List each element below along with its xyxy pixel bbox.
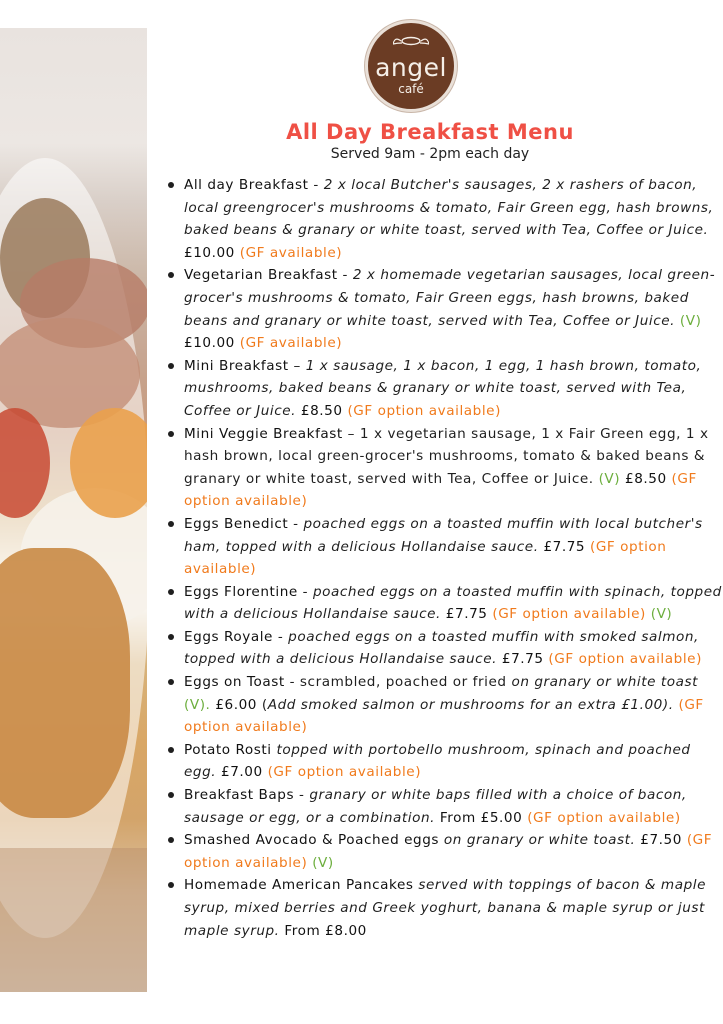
item-name: Eggs Benedict bbox=[184, 515, 289, 532]
item-name: All day Breakfast bbox=[184, 177, 309, 193]
menu-item bbox=[184, 784, 723, 829]
gluten-free-tag: (GF option available) bbox=[184, 538, 667, 578]
angel-cafe-logo bbox=[365, 20, 457, 112]
item-name: Vegetarian Breakfast bbox=[184, 267, 338, 284]
vegetarian-tag: (V) bbox=[312, 854, 334, 871]
item-description: poached eggs on a toasted muffin with spinach, topped with a delicious Hollandaise sauce. bbox=[184, 583, 722, 623]
item-name: Eggs Royale bbox=[184, 628, 273, 645]
gluten-free-tag: (GF option available) bbox=[548, 651, 702, 668]
gluten-free-tag: (GF option available) bbox=[267, 764, 422, 781]
item-price: £8.50 bbox=[625, 470, 667, 487]
item-description: on granary or white toast. bbox=[443, 832, 636, 849]
item-text: scrambled, poached or fried bbox=[299, 674, 507, 691]
item-description: 2 x homemade vegetarian sausages, local green-grocer's mushrooms & tomato, Fair Green eggs, hash browns, baked beans and granary or white toast, served with Tea, Coffee or Juice. bbox=[184, 267, 716, 329]
item-description: 1 x sausage, 1 x bacon, 1 egg, 1 hash brown, tomato, mushrooms, baked beans & granary or white toast, served with Tea, Coffee or Juice. bbox=[184, 357, 702, 419]
gluten-free-tag: (GF option available) bbox=[184, 832, 713, 871]
gluten-free-tag: (GF available) bbox=[239, 335, 343, 352]
gluten-free-tag: (GF available) bbox=[239, 244, 343, 261]
vegetarian-tag: (V) bbox=[650, 606, 673, 623]
gluten-free-tag: (GF option available) bbox=[184, 696, 704, 736]
item-description: served with toppings of bacon & maple syrup, mixed berries and Greek yoghurt, banana & maple syrup or just maple syrup. bbox=[184, 877, 706, 939]
vegetarian-tag: (V) bbox=[679, 312, 702, 329]
menu-item bbox=[184, 581, 723, 626]
item-separator: - bbox=[294, 787, 310, 804]
item-description: poached eggs on a toasted muffin with local butcher's ham, topped with a delicious Hollandaise sauce. bbox=[184, 515, 703, 555]
item-price: From £8.00 bbox=[284, 922, 367, 939]
menu-item bbox=[184, 671, 723, 739]
item-text: ( bbox=[261, 696, 268, 713]
item-description: poached eggs on a toasted muffin with smoked salmon, topped with a delicious Hollandaise sauce. bbox=[184, 628, 699, 668]
vegetarian-tag: (V). bbox=[184, 696, 211, 713]
item-separator: - bbox=[272, 628, 289, 645]
menu-subtitle: Served 9am - 2pm each day bbox=[330, 146, 530, 162]
item-price: From £5.00 bbox=[439, 809, 523, 826]
item-price: £6.00 bbox=[215, 696, 257, 713]
gluten-free-tag: (GF option available) bbox=[527, 809, 681, 826]
menu-item bbox=[184, 829, 723, 874]
item-name: Breakfast Baps bbox=[184, 787, 295, 804]
item-separator: – bbox=[288, 357, 306, 374]
item-description: Add smoked salmon or mushrooms for an extra £1.00). bbox=[267, 696, 674, 713]
item-name: Potato Rosti bbox=[184, 741, 272, 758]
menu-item bbox=[184, 739, 723, 784]
logo-sub: café bbox=[398, 82, 424, 96]
item-price: £7.75 bbox=[501, 651, 544, 668]
item-name: Mini Veggie Breakfast bbox=[184, 425, 343, 442]
item-name: Mini Breakfast bbox=[184, 357, 289, 374]
item-price: £10.00 bbox=[184, 244, 235, 261]
item-price: £7.75 bbox=[445, 606, 488, 623]
item-name: Eggs Florentine bbox=[184, 583, 298, 600]
gluten-free-tag: (GF option available) bbox=[347, 402, 501, 419]
menu-item bbox=[184, 355, 723, 423]
item-separator: – bbox=[342, 425, 360, 442]
item-separator: - bbox=[337, 267, 353, 284]
item-price: £10.00 bbox=[184, 335, 235, 352]
item-description: on granary or white toast bbox=[511, 674, 699, 691]
item-separator: - bbox=[297, 583, 313, 600]
gluten-free-tag: (GF option available) bbox=[184, 470, 697, 510]
item-description: topped with portobello mushroom, spinach and poached egg. bbox=[184, 741, 691, 781]
item-price: £7.00 bbox=[221, 764, 263, 781]
item-text: 1 x vegetarian sausage, 1 x Fair Green egg, 1 x hash brown, local green-grocer's mushrooms, tomato & baked beans & granary or white toast, served with Tea, Coffee or Juice. bbox=[184, 425, 709, 487]
item-name: Homemade American Pancakes bbox=[184, 877, 414, 894]
item-name: Smashed Avocado & Poached eggs bbox=[184, 832, 440, 849]
item-separator: - bbox=[284, 674, 300, 691]
vegetarian-tag: (V) bbox=[598, 470, 621, 487]
item-price: £7.50 bbox=[640, 832, 682, 849]
item-separator: - bbox=[308, 177, 324, 193]
menu-item bbox=[184, 626, 723, 671]
menu-item bbox=[184, 513, 723, 581]
item-price: £8.50 bbox=[300, 402, 343, 419]
item-price: £7.75 bbox=[543, 538, 586, 555]
item-description: 2 x local Butcher's sausages, 2 x rashers of bacon, local greengrocer's mushrooms & tomato, Fair Green egg, hash browns, baked beans & granary or white toast, served with Tea, Coffee or Juice. bbox=[184, 177, 714, 239]
item-description: granary or white baps filled with a choice of bacon, sausage or egg, or a combination. bbox=[184, 787, 687, 826]
menu-item bbox=[184, 174, 723, 264]
item-name: Eggs on Toast bbox=[184, 674, 285, 691]
menu-title: All Day Breakfast Menu bbox=[286, 120, 574, 144]
menu-item bbox=[184, 874, 723, 942]
menu-item bbox=[184, 264, 723, 354]
halo-wings-icon bbox=[393, 35, 429, 47]
item-separator: - bbox=[288, 515, 304, 532]
logo-brand: angel bbox=[375, 53, 447, 82]
gluten-free-tag: (GF option available) bbox=[492, 606, 646, 623]
breakfast-photo bbox=[0, 28, 147, 992]
menu-item bbox=[184, 423, 723, 513]
menu-list bbox=[166, 174, 723, 942]
